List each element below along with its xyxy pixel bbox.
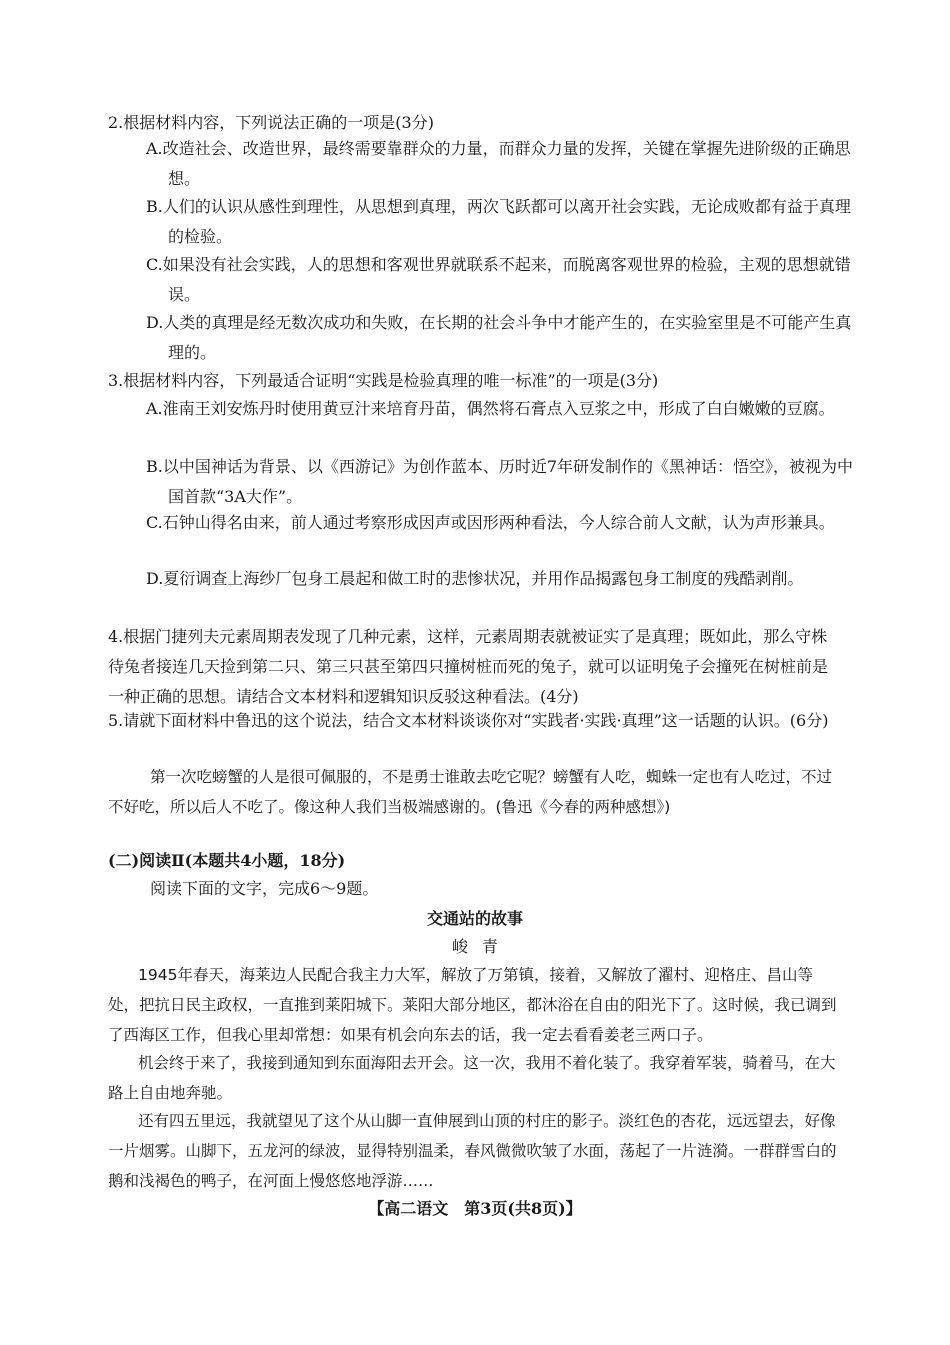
question-3-stem: 3.根据材料内容，下列最适合证明“实践是检验真理的唯一标准”的一项是(3分) — [108, 371, 659, 390]
question-5-stem: 5.请就下面材料中鲁迅的这个说法，结合文本材料谈谈你对“实践者·实践·真理”这一话题的认识。(6分) — [108, 711, 829, 730]
question-2-stem: 2.根据材料内容，下列说法正确的一项是(3分) — [108, 113, 434, 132]
page-footer: 【高二语文 第3页(共8页)】 — [368, 1199, 582, 1218]
story-paragraph-3: 还有四五里远，我就望见了这个从山脚一直伸展到山顶的村庄的影子。淡红色的杏花，远远望去，好像一片烟雾。山脚下，五龙河的绿波，显得特别温柔，春风微微吹皱了水面，荡起了一片涟漪。一群群雪白的鹅和浅褐色的鸭子，在河面上慢悠悠地浮游…… — [108, 1112, 837, 1190]
section-instruction: 阅读下面的文字，完成6～9题。 — [150, 879, 379, 898]
question-2-option-d: D.人类的真理是经无数次成功和失败，在长期的社会斗争中才能产生的，在实验室里是不可能产生真理的。 — [146, 313, 852, 362]
question-4-stem: 4.根据门捷列夫元素周期表发现了几种元素，这样，元素周期表就被证实了是真理；既如此，那么守株待兔者接连几天捡到第二只、第三只甚至第四只撞树桩而死的兔子，就可以证明兔子会撞死在树桩前是一种正确的思想。请结合文本材料和逻辑知识反驳这种看法。(4分) — [108, 627, 829, 706]
question-5-quote: 第一次吃螃蟹的人是很可佩服的，不是勇士谁敢去吃它呢？螃蟹有人吃，蜘蛛一定也有人吃过，不过不好吃，所以后人不吃了。像这种人我们当极端感谢的。(鲁迅《今春的两种感想》) — [108, 768, 833, 816]
story-author: 峻青 — [451, 937, 512, 956]
question-2-option-c: C.如果没有社会实践，人的思想和客观世界就联系不起来，而脱离客观世界的检验，主观的思想就错误。 — [146, 255, 851, 304]
story-paragraph-1: 1945年春天，海莱边人民配合我主力大军，解放了万第镇，接着，又解放了濯村、迎格庄、昌山等处，把抗日民主政权，一直推到莱阳城下。莱阳大部分地区，都沐浴在自由的阳光下了。这时候，我已调到了西海区工作，但我心里却常想：如果有机会向东去的话，我一定去看看姜老三两口子。 — [108, 966, 837, 1044]
question-2-option-b: B.人们的认识从感性到理性，从思想到真理，两次飞跃都可以离开社会实践，无论成败都有益于真理的检验。 — [146, 197, 851, 246]
question-3-option-b: B.以中国神话为背景、以《西游记》为创作蓝本、历时近7年研发制作的《黑神话：悟空》，被视为中国首款“3A大作”。 — [146, 457, 854, 506]
question-3-option-a: A.淮南王刘安炼丹时使用黄豆汁来培育丹苗，偶然将石膏点入豆浆之中，形成了白白嫩嫩的豆腐。 — [146, 399, 835, 418]
story-title: 交通站的故事 — [426, 909, 523, 928]
question-3-option-c: C.石钟山得名由来，前人通过考察形成因声或因形两种看法，今人综合前人文献，认为声形兼具。 — [146, 513, 835, 532]
section-heading: (二)阅读Ⅱ(本题共4小题，18分) — [108, 851, 346, 870]
question-2-option-a: A.改造社会、改造世界，最终需要靠群众的力量，而群众力量的发挥，关键在掌握先进阶级的正确思想。 — [146, 139, 851, 188]
story-paragraph-2: 机会终于来了，我接到通知到东面海阳去开会。这一次，我用不着化装了。我穿着军装，骑着马，在大路上自由地奔驰。 — [108, 1054, 836, 1102]
question-3-option-d: D.夏衍调查上海纱厂包身工晨起和做工时的悲惨状况，并用作品揭露包身工制度的残酷剥削。 — [146, 569, 804, 588]
